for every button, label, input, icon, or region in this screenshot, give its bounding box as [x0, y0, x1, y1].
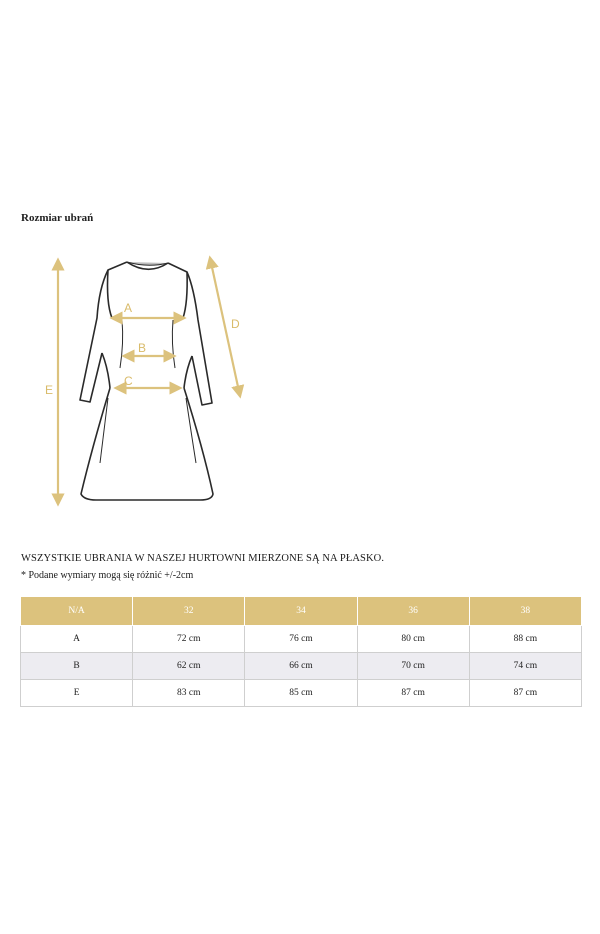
header-cell: 38 [469, 597, 581, 626]
label-d: D [231, 317, 240, 331]
header-cell: 34 [245, 597, 357, 626]
table-cell: 87 cm [357, 680, 469, 707]
table-cell: 70 cm [357, 653, 469, 680]
dress-measurement-diagram [40, 248, 260, 518]
header-cell: 36 [357, 597, 469, 626]
table-cell: 80 cm [357, 626, 469, 653]
header-cell: 32 [133, 597, 245, 626]
table-cell: A [21, 626, 133, 653]
page-title: Rozmiar ubrań [21, 212, 94, 224]
table-cell: 76 cm [245, 626, 357, 653]
table-cell: E [21, 680, 133, 707]
table-cell: 88 cm [469, 626, 581, 653]
table-row [21, 626, 582, 653]
table-cell: B [21, 653, 133, 680]
tolerance-note: * Podane wymiary mogą się różnić +/-2cm [21, 570, 194, 581]
measurement-note: WSZYSTKIE UBRANIA W NASZEJ HURTOWNI MIERZONE SĄ NA PŁASKO. [21, 553, 385, 564]
label-b: B [138, 341, 147, 355]
table-cell: 62 cm [133, 653, 245, 680]
table-cell: 72 cm [133, 626, 245, 653]
label-c: C [124, 374, 133, 388]
table-cell: 83 cm [133, 680, 245, 707]
table-row [21, 680, 582, 707]
dress-outline [80, 262, 213, 500]
table-cell: 85 cm [245, 680, 357, 707]
measure-arrows [58, 258, 240, 504]
size-table-header [21, 597, 582, 626]
label-a: A [124, 301, 133, 315]
label-e: E [45, 383, 54, 397]
size-table [20, 596, 582, 707]
header-cell: N/A [21, 597, 133, 626]
table-row [21, 653, 582, 680]
table-cell: 87 cm [469, 680, 581, 707]
table-cell: 74 cm [469, 653, 581, 680]
table-cell: 66 cm [245, 653, 357, 680]
